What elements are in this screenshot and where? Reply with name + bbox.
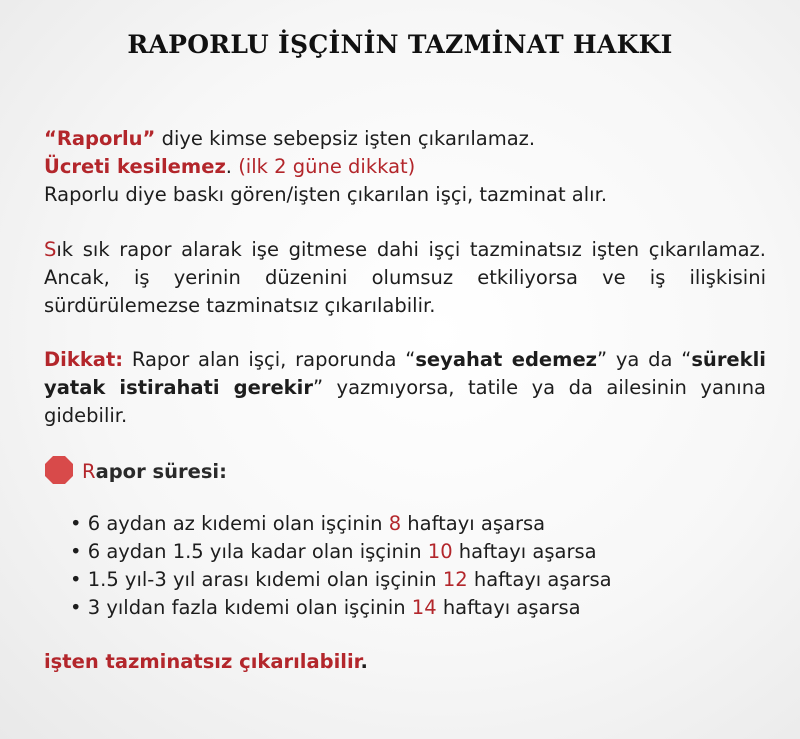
line-ucret bbox=[44, 153, 766, 181]
item-weeks: 14 bbox=[411, 596, 437, 619]
footer-dot: . bbox=[360, 650, 368, 673]
stop-sign-icon bbox=[44, 455, 74, 485]
list-item bbox=[70, 566, 770, 594]
list-item bbox=[70, 594, 770, 622]
item-text: 1.5 yıl-3 yıl arası kıdemi olan işçinin bbox=[81, 568, 443, 591]
quote-open: “ bbox=[44, 127, 57, 150]
raporlu-text: diye kimse sebepsiz işten çıkarılamaz. bbox=[155, 127, 536, 150]
ucret-dot: . bbox=[225, 155, 232, 178]
rapor-rest: apor süresi: bbox=[95, 460, 227, 483]
item-weeks: 8 bbox=[388, 512, 402, 535]
paragraph-sik bbox=[44, 236, 766, 320]
footer-line bbox=[44, 648, 766, 676]
bullet: • bbox=[70, 512, 82, 535]
item-text: 6 aydan az kıdemi olan işçinin bbox=[81, 512, 389, 535]
item-suffix: haftayı aşarsa bbox=[467, 568, 612, 591]
first-letter-s: S bbox=[44, 238, 57, 261]
bullet: • bbox=[70, 596, 82, 619]
item-weeks: 10 bbox=[427, 540, 453, 563]
item-suffix: haftayı aşarsa bbox=[436, 596, 581, 619]
line-raporlu bbox=[44, 125, 766, 153]
page-title: RAPORLU İŞÇİNİN TAZMİNAT HAKKI bbox=[127, 30, 673, 59]
item-suffix: haftayı aşarsa bbox=[452, 540, 597, 563]
item-text: 3 yıldan fazla kıdemi olan işçinin bbox=[81, 596, 412, 619]
rapor-heading bbox=[44, 455, 766, 486]
dikkat-text-3: ” yazmıyorsa, tatile ya da ailesinin yanına gidebilir. bbox=[44, 376, 766, 427]
line-tazminat: Raporlu diye baskı gören/işten çıkarılan işçi, tazminat alır. bbox=[44, 183, 608, 206]
item-suffix: haftayı aşarsa bbox=[401, 512, 546, 535]
raporlu-term: Raporlu bbox=[56, 127, 143, 150]
dikkat-text-1: Rapor alan işçi, raporunda “ bbox=[123, 348, 416, 371]
duration-list bbox=[70, 510, 770, 622]
dikkat-text-2: ” ya da “ bbox=[597, 348, 692, 371]
rapor-first-letter: R bbox=[82, 460, 96, 483]
item-text: 6 aydan 1.5 yıla kadar olan işçinin bbox=[81, 540, 428, 563]
list-item bbox=[70, 538, 770, 566]
yatak-term: sürekli yatak istirahati gerekir bbox=[44, 348, 766, 399]
ucret-term: Ücreti kesilemez bbox=[44, 155, 226, 178]
dikkat-label: Dikkat: bbox=[44, 348, 124, 371]
bullet: • bbox=[70, 540, 82, 563]
paragraph-raporlu bbox=[44, 125, 766, 209]
item-weeks: 12 bbox=[442, 568, 468, 591]
bullet: • bbox=[70, 568, 82, 591]
ilk-note: (ilk 2 güne dikkat) bbox=[232, 155, 416, 178]
seyahat-term: seyahat edemez bbox=[415, 348, 598, 371]
footer-text: işten tazminatsız çıkarılabilir bbox=[44, 650, 361, 673]
sik-text: ık sık rapor alarak işe gitmese dahi işçi tazminatsız işten çıkarılamaz. Ancak, iş yerinin düzenini olumsuz etkiliyorsa ve iş ilişkisini sürdürülemezse tazminatsız çıkarılabilir. bbox=[44, 238, 766, 317]
list-item bbox=[70, 510, 770, 538]
quote-close: ” bbox=[142, 127, 156, 150]
paragraph-dikkat bbox=[44, 346, 766, 430]
